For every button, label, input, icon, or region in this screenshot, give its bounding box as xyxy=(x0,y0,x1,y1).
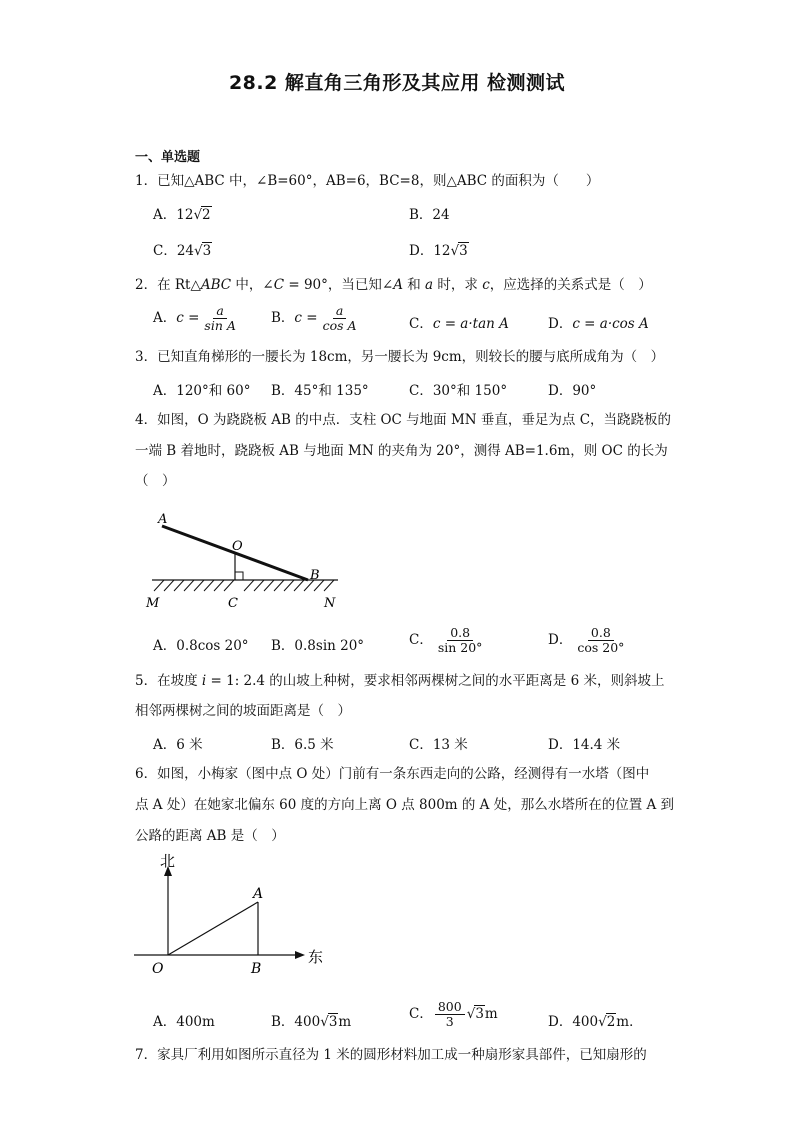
q4-option-d[interactable]: D． $\frac{0.8}{\cos 20^\circ}$ xyxy=(548,625,625,655)
q3-option-c[interactable]: C．30°和 150° xyxy=(409,383,508,399)
q4-option-c[interactable]: C． $\frac{0.8}{\sin 20^\circ}$ xyxy=(409,625,483,655)
section-heading: 一、单选题 xyxy=(135,150,201,165)
q1-option-b[interactable]: B．24 xyxy=(409,207,450,223)
question-3-stem: 3．已知直角梯形的一腰长为 18cm，另一腰长为 9cm，则较长的腰与底所成角为（ ） xyxy=(135,349,665,365)
q4-option-a[interactable]: A．0.8cos 20° xyxy=(153,638,249,654)
label-m: M xyxy=(146,596,160,611)
north-label: 北 xyxy=(160,852,176,870)
east-label: 东 xyxy=(308,948,324,966)
seesaw-figure xyxy=(140,505,350,615)
right-angle-mark xyxy=(235,572,243,580)
q4-option-b[interactable]: B．0.8sin 20° xyxy=(271,638,365,654)
question-6-line-2: 点 A 处）在她家北偏东 60 度的方向上离 O 点 800m 的 A 处，那么水塔所在的位置 A 到 xyxy=(135,797,675,813)
q1-option-d[interactable]: D．12√3 xyxy=(409,243,468,259)
q5-option-c[interactable]: C．13 米 xyxy=(409,737,468,753)
label-b: B xyxy=(310,568,320,583)
q5-option-a[interactable]: A．6 米 xyxy=(153,737,203,753)
question-5-line-2: 相邻两棵树之间的坡面距离是（ ） xyxy=(135,703,351,719)
q2-option-b[interactable]: B．c = $\frac{a}{\text{cos A}}$ xyxy=(271,303,357,333)
label-n: N xyxy=(324,596,336,611)
ground-hatching xyxy=(154,580,334,591)
q2-option-a[interactable]: A．c = $\frac{a}{\text{sin A}}$ xyxy=(153,303,236,333)
q5-option-b[interactable]: B．6.5 米 xyxy=(271,737,334,753)
q6-option-c[interactable]: C． $\frac{800}{3}$ √3m xyxy=(409,999,498,1029)
label-o: O xyxy=(232,539,243,554)
question-5-line-1: 5．在坡度 i = 1: 2.4 的山坡上种树，要求相邻两棵树之间的水平距离是 6 米，则斜坡上 xyxy=(135,673,665,689)
q2-option-c[interactable]: C．c = a·tan A xyxy=(409,316,509,332)
q2-option-d[interactable]: D．c = a·cos A xyxy=(548,316,649,332)
question-7-line-1: 7．家具厂利用如图所示直径为 1 米的圆形材料加工成一种扇形家具部件，已知扇形的 xyxy=(135,1047,647,1063)
east-arrow-icon xyxy=(295,951,305,959)
q6-option-b[interactable]: B．400√3m xyxy=(271,1014,352,1030)
q1-option-c[interactable]: C．24√3 xyxy=(153,243,212,259)
label-a: A xyxy=(253,886,264,902)
q6-option-d[interactable]: D．400√2m． xyxy=(548,1014,643,1030)
segment-oa xyxy=(168,902,258,955)
question-6-line-3: 公路的距离 AB 是（ ） xyxy=(135,828,285,844)
q6-option-a[interactable]: A．400m xyxy=(153,1014,215,1030)
q3-option-a[interactable]: A．120°和 60° xyxy=(153,383,251,399)
label-c: C xyxy=(228,596,238,611)
q3-option-b[interactable]: B．45°和 135° xyxy=(271,383,369,399)
label-b: B xyxy=(251,961,262,977)
q3-option-d[interactable]: D．90° xyxy=(548,383,597,399)
page-title: 28.2 解直角三角形及其应用 检测测试 xyxy=(228,72,566,94)
q5-option-d[interactable]: D．14.4 米 xyxy=(548,737,621,753)
label-o: O xyxy=(152,961,164,977)
question-2-stem: 2．在 Rt△ABC 中，∠C = 90°，当已知∠A 和 a 时，求 c，应选择的关系式是（ ） xyxy=(135,277,652,293)
q1-option-a[interactable]: A．12√2 xyxy=(153,207,211,223)
question-6-line-1: 6．如图，小梅家（图中点 O 处）门前有一条东西走向的公路，经测得有一水塔（图中 xyxy=(135,766,650,782)
question-4-line-3: （ ） xyxy=(135,473,176,489)
question-1-stem: 1．已知△ABC 中，∠B=60°，AB=6，BC=8，则△ABC 的面积为（ ） xyxy=(135,173,600,189)
compass-figure xyxy=(130,850,330,980)
label-a: A xyxy=(158,512,168,527)
question-4-line-1: 4．如图，O 为跷跷板 AB 的中点．支柱 OC 与地面 MN 垂直，垂足为点 C，当跷跷板的 xyxy=(135,412,672,428)
question-4-line-2: 一端 B 着地时，跷跷板 AB 与地面 MN 的夹角为 20°，测得 AB=1.6m，则 OC 的长为 xyxy=(135,443,668,459)
